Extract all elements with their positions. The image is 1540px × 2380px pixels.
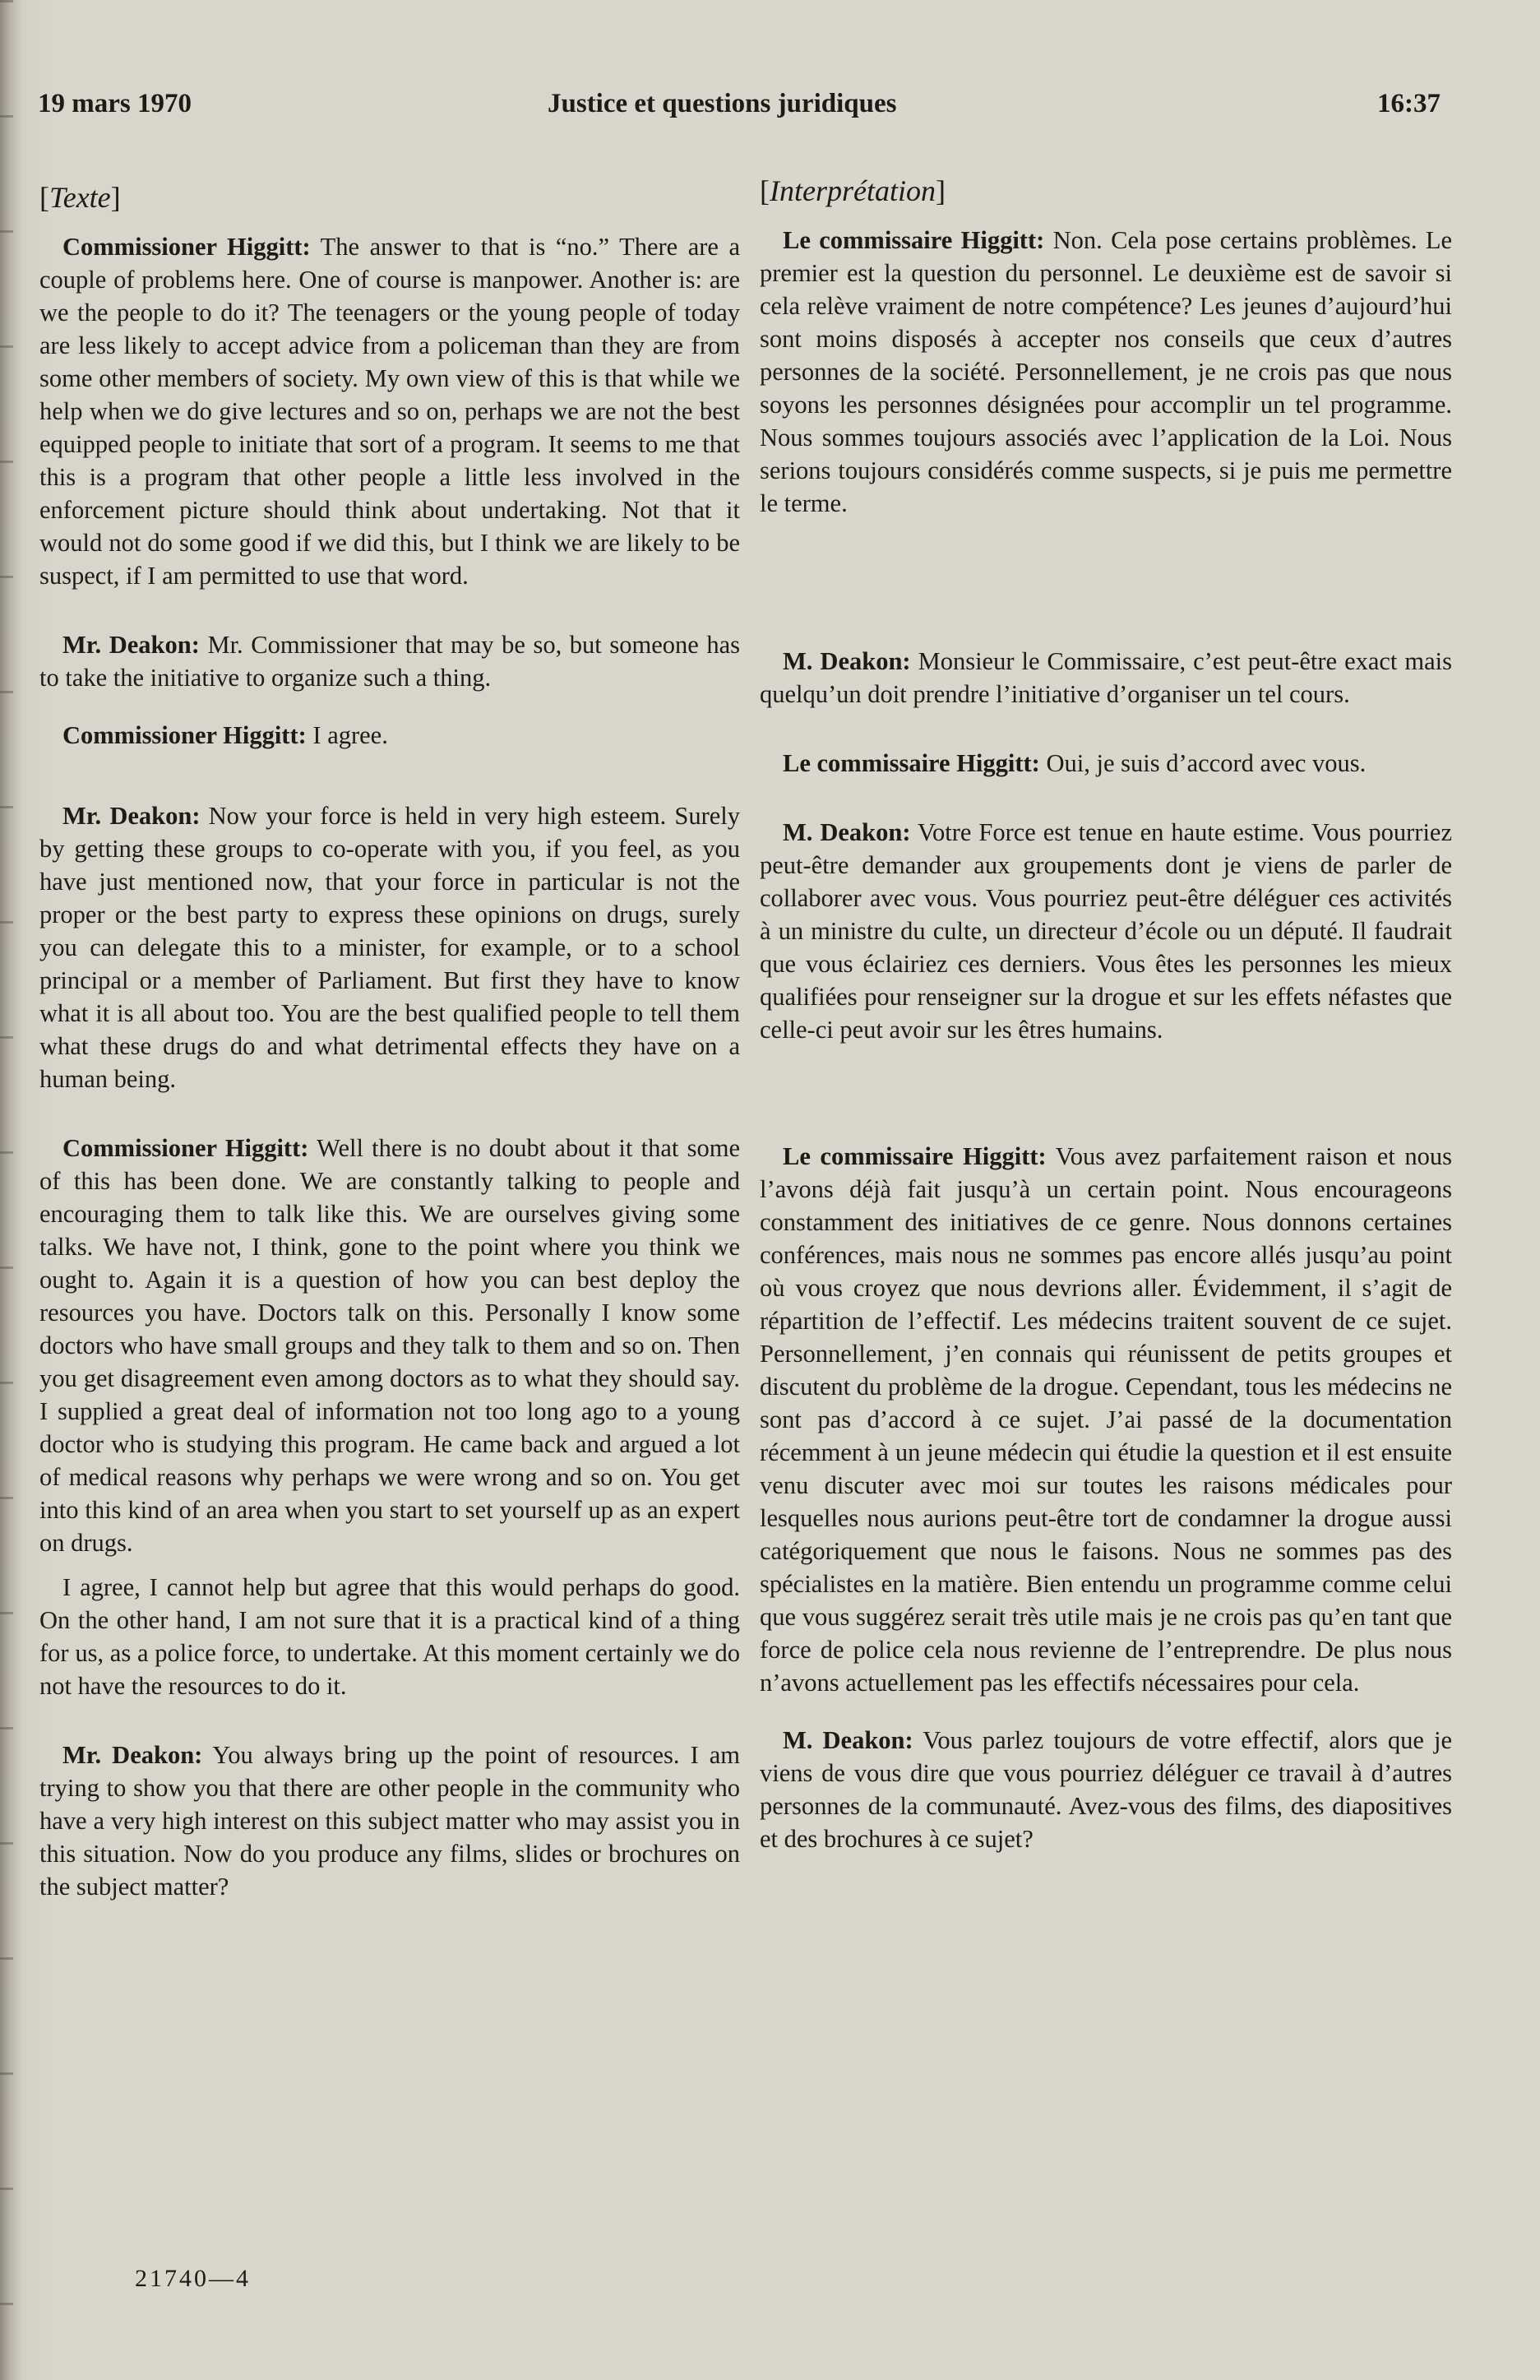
transcript-paragraph [39,799,740,1095]
transcript-paragraph [39,628,740,694]
paragraph-text: Votre Force est tenue en haute estime. Vous pourriez peut-être demander aux groupements dont je viens de parler de collaborer avec vous. Vous pourriez peut-être déléguer ces activités à un ministre du culte, un directeur d’école ou un député. Il faudrait que vous éclairiez ces derniers. Vous êtes les personnes les mieux qualifiées pour renseigner sur la drogue et sur les effets néfastes que celle-ci peut avoir sur les êtres humains. [760,818,1453,1044]
speaker-name: M. Deakon: [783,647,911,675]
header-page-number: 16:37 [1377,89,1441,118]
transcript-paragraph [39,1739,740,1903]
label-text: Interprétation [770,174,936,207]
transcript-paragraph [39,719,740,752]
speaker-name: Commissioner Higgitt: [62,1134,309,1162]
transcript-paragraph [760,224,1452,520]
french-column [760,174,1452,1855]
speaker-name: Mr. Deakon: [62,802,201,830]
transcript-paragraph [760,1140,1452,1699]
footer-code: 21740—4 [135,2265,251,2292]
paragraph-text: The answer to that is “no.” There are a couple of problems here. One of course is manpower. Another is: are we the people to do it? The teenagers or the young people of today are less likely to accept advice from a policeman than they are from some other members of society. My own view of this is that while we help when we do give lectures and so on, perhaps we are not the best equipped people to initiate that sort of a program. It seems to me that this is a program that other people a little less involved in the enforcement picture should think about undertaking. Not that it would not do some good if we did this, but I think we are likely to be suspect, if I am permitted to use that word. [39,233,741,590]
speaker-name: Mr. Deakon: [62,631,200,659]
transcript-paragraph [39,1571,740,1702]
running-header [38,89,1441,130]
paragraph-text: You always bring up the point of resources. I am trying to show you that there are other people in the community who have a very high interest on this subject matter who may assist you in this situation. Now do you produce any films, slides or brochures on the subject matter? [39,1741,741,1901]
paragraph-text: Mr. Commissioner that may be so, but someone has to take the initiative to organize such a thing. [39,631,741,692]
paragraph-text: Monsieur le Commissaire, c’est peut-être exact mais quelqu’un doit prendre l’initiative d’organiser un tel cours. [760,647,1453,708]
label-text: Texte [49,181,111,214]
speaker-name: Le commissaire Higgitt: [783,1142,1047,1170]
paragraph-text: I agree, I cannot help but agree that this would perhaps do good. On the other hand, I am not sure that it is a practical kind of a thing for us, as a police force, to undertake. At this moment certainly we do not have the resources to do it. [39,1573,740,1700]
transcript-paragraph [39,1132,740,1559]
header-title: Justice et questions juridiques [548,89,897,118]
speaker-name: Commissioner Higgitt: [62,233,311,261]
paragraph-text: Vous parlez toujours de votre effectif, alors que je viens de vous dire que vous pourriez déléguer ce travail à d’autres personnes de la communauté. Avez-vous des films, des diapositives et des brochures à ce sujet? [760,1726,1453,1853]
speaker-name: M. Deakon: [783,1726,913,1754]
speaker-name: Le commissaire Higgitt: [783,749,1040,777]
speaker-name: M. Deakon: [783,818,911,846]
column-label-interpretation: [Interprétation] [760,174,946,207]
paragraph-text: Well there is no doubt about it that some of this has been done. We are constantly talking to people and encouraging them to talk like this. We are ourselves giving some talks. We have not, I think, gone to the point where you think we ought to. Again it is a question of how you can best deploy the resources you have. Doctors talk on this. Personally I know some doctors who have small groups and they talk to them and so on. Then you get disagreement even among doctors as to what they should say. I supplied a great deal of information not too long ago to a young doctor who is studying this program. He came back and argued a lot of medical reasons why perhaps we were wrong and so on. You get into this kind of an area when you start to set yourself up as an expert on drugs. [39,1134,740,1557]
speaker-name: Commissioner Higgitt: [62,721,307,749]
header-date: 19 mars 1970 [38,89,192,118]
paragraph-text: I agree. [306,721,388,749]
transcript-paragraph [760,1724,1452,1855]
transcript-paragraph [760,645,1452,711]
paragraph-text: Vous avez parfaitement raison et nous l’avons déjà fait jusqu’à un certain point. Nous encourageons constamment des initiatives de ce genre. Nous donnons certaines conférences, mais nous ne sommes pas encore allés jusqu’au point où vous croyez que nous devrions aller. Évidemment, il s’agit de répartition de l’effectif. Les médecins traitent souvent de ce sujet. Personnellement, j’en connais qui réunissent de petits groupes et discutent du problème de la drogue. Cependant, tous les médecins ne sont pas d’accord à ce sujet. J’ai passé de la documentation récemment à un jeune médecin qui étudie la question et il est ensuite venu discuter avec moi sur toutes les raisons médicales pour lesquelles nous aurions peut-être tort de condamner la drogue aussi catégoriquement que nous le faisons. Nous ne sommes pas des spécialistes en la matière. Bien entendu un programme comme celui que vous suggérez serait très utile mais je ne crois pas qu’en tant que force de police cela nous revienne de l’entreprendre. De plus nous n’avons actuellement pas les effectifs nécessaires pour cela. [760,1142,1452,1697]
paragraph-text: Now your force is held in very high esteem. Surely by getting these groups to co-operate with you, if you feel, as you have just mentioned now, that your force in particular is not the proper or the best party to express these opinions on drugs, surely you can delegate this to a minister, for example, or to a school principal or a member of Parliament. But first they have to know what it is all about too. You are the best qualified people to tell them what these drugs do and what detrimental effects they have on a human being. [39,802,741,1093]
speaker-name: Mr. Deakon: [62,1741,203,1769]
transcript-paragraph [39,230,740,592]
column-label-texte: [Texte] [39,181,121,214]
binding-edge [0,0,13,2380]
transcript-paragraph [760,816,1452,1046]
paragraph-text: Oui, je suis d’accord avec vous. [1039,749,1367,777]
transcript-paragraph [760,747,1452,780]
english-column [39,181,740,1903]
paragraph-text: Non. Cela pose certains problèmes. Le premier est la question du personnel. Le deuxième est de savoir si cela relève vraiment de notre compétence? Les jeunes d’aujourd’hui sont moins disposés à accepter nos conseils que ceux d’autres personnes de la société. Personnellement, je ne crois pas que nous soyons les personnes désignées pour accomplir un tel programme. Nous sommes toujours associés avec l’application de la Loi. Nous serions toujours considérés comme suspects, si je puis me permettre le terme. [760,226,1452,517]
speaker-name: Le commissaire Higgitt: [783,226,1045,254]
